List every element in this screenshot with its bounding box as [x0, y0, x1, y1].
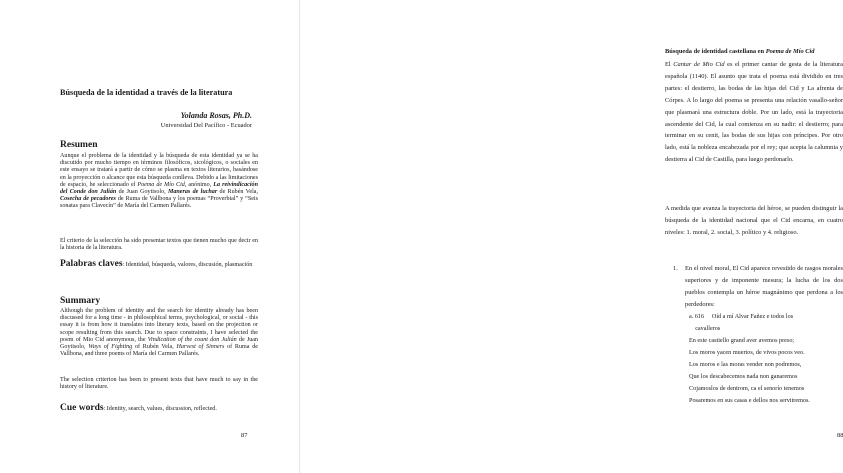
cue-words-label: Cue words	[60, 403, 104, 413]
verse-line: Cojamoslos de dentrom, ca el senorío tenemos	[689, 385, 805, 392]
summary-heading: Summary	[60, 296, 101, 306]
cid-paragraph: El Cantar de Mio Cid es el primer cantar de gesta de la literatura española (1140). El asunto que trata el poema está dividido en tres partes: el destierro, las bodas de las hijas del Cid y La afrenta de Córpes. A lo largo del poema se presenta una relación vasallo-señor que plasmará una estructura doble. Por un lado, está la trayectoria ascendente del Cid, la cual comienza en su nadir: el destierro; para terminar en su cenit, las bodas de sus hijas con príncipes. Por otro lado, está la nobleza encabezada por el rey; que acepta la calumnia y destierra al Cid de Castilla, para luego perdonarlo.	[665, 61, 843, 164]
verse-line: Que los descabecemos nada non ganaremos	[689, 373, 798, 380]
left-page	[0, 0, 300, 473]
author-affiliation: Universidad Del Pacífico - Ecuador	[160, 122, 252, 129]
summary-criteria: The selection criterion has been to present texts that have much to say in the history of literature.	[60, 377, 258, 391]
keywords-label: Palabras claves	[60, 259, 123, 269]
summary-keywords: Cue words: Identity, search, values, discussion, reflected.	[60, 403, 217, 413]
verse-line: a. 616 Oíd a mí Alvar Fañez e todos los	[689, 313, 794, 320]
verse-line: Posaremos en sus casas e dellos nos servitremos.	[689, 397, 810, 404]
verse-line: cavalleros	[689, 325, 721, 332]
page-number-right: 88	[837, 432, 843, 439]
author-name: Yolanda Rosas, Ph.D.	[180, 111, 252, 120]
summary-paragraph: Although the problem of identity and the search for identity already has been discussed for a long time - in philosophical terms, psychological, or social - this essay it is from how it translates into literary texts, based on the projection or scope resulting from this search. Due to space constraints, I have selected the poem of Mio Cid anonymous, the Vindication of the count don Julián de Juan Goytisolo, Ways of Fighting of Rubén Vela, Harvest of Sinners of Ruma de Vallbona, and three poems of María del Carmen Pallarés.	[60, 308, 258, 358]
list-item-moral-text: En el nivel moral, El Cid aparece revestido de rasgos morales superiores y de imponente mesura; la lucha de los dos pueblos contempla un héroe magnánimo que perdona a los perdedores:	[685, 265, 843, 308]
verse-line: Los moros e las moras vender non podremos,	[689, 361, 802, 368]
levels-paragraph: A medida que avanza la trayectoria del héroe, se pueden distinguir la búsqueda de la identidad nacional que el Cid encarna, en cuatro niveles: 1. moral, 2. social, 3. político y 4. religioso.	[665, 205, 843, 236]
right-page	[300, 0, 843, 473]
article-title: Búsqueda de la identidad a través de la literatura	[60, 88, 233, 97]
resumen-keywords: Palabras claves: Identidad, búsqueda, valores, discusión, plasmación	[60, 259, 253, 269]
resumen-paragraph: Aunque el problema de la identidad y la búsqueda de esta identidad ya se ha discutido por mucho tiempo en términos filosóficos, sicológicos, o sociales en este ensayo se tratará a partir de cómo se plasma en textos literarios, basándose en la proyección o alcance que esta búsqueda conlleva. Debido a las limitaciones de espacio, he seleccionado el Poema de Mío Cid, anónimo, La reivindicación del Conde don Julián de Juan Goytisolo, Maneras de luchar de Rubén Vela, Cosecha de pecadores de Ruma de Vallbona y los poemas “Proverbial” y “Seis sonatas para Clavecín” de María del Carmen Pallarés.	[60, 153, 258, 210]
page-number-left: 87	[241, 432, 248, 439]
verse-line: En este castiello grand aver avemos preso;	[689, 337, 795, 344]
list-number: 1.	[673, 265, 678, 272]
resumen-heading: Resumen	[60, 140, 98, 150]
resumen-criteria: El criterio de la selección ha sido presentar textos que tienen mucho que decir en la historia de la literatura.	[60, 238, 258, 252]
section-title: Búsqueda de identidad castellana en Poema de Mío Cid	[665, 48, 815, 55]
verse-line: Los moros yacen muertos, de vivos pocos veo.	[689, 349, 805, 356]
